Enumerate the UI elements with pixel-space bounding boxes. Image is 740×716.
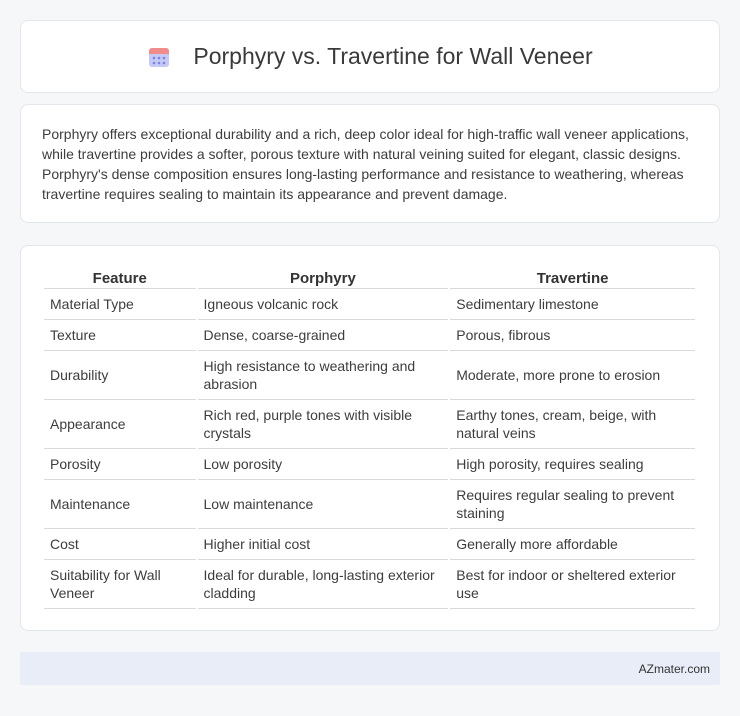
- travertine-cell: High porosity, requires sealing: [450, 449, 695, 480]
- travertine-cell: Generally more affordable: [450, 529, 695, 560]
- porphyry-cell: Low maintenance: [198, 480, 449, 529]
- porphyry-cell: Rich red, purple tones with visible crystals: [198, 400, 449, 449]
- porphyry-cell: Igneous volcanic rock: [198, 289, 449, 320]
- porphyry-cell: High resistance to weathering and abrasion: [198, 351, 449, 400]
- footer-brand: AZmater.com: [638, 661, 710, 676]
- header-travertine: Travertine: [450, 267, 695, 289]
- porphyry-cell: Higher initial cost: [198, 529, 449, 560]
- title-card: [20, 20, 720, 93]
- travertine-cell: Requires regular sealing to prevent staining: [450, 480, 695, 529]
- feature-cell: Appearance: [44, 400, 196, 449]
- travertine-cell: Moderate, more prone to erosion: [450, 351, 695, 400]
- feature-cell: Durability: [44, 351, 196, 400]
- travertine-cell: Porous, fibrous: [450, 320, 695, 351]
- comparison-table-card: [20, 245, 720, 631]
- travertine-cell: Earthy tones, cream, beige, with natural veins: [450, 400, 695, 449]
- comparison-table: [42, 267, 697, 609]
- table-row: [44, 351, 695, 400]
- header-feature: Feature: [44, 267, 196, 289]
- table-row: [44, 529, 695, 560]
- travertine-cell: Best for indoor or sheltered exterior use: [450, 560, 695, 609]
- porphyry-cell: Ideal for durable, long-lasting exterior cladding: [198, 560, 449, 609]
- table-row: [44, 449, 695, 480]
- summary-text: Porphyry offers exceptional durability and a rich, deep color ideal for high-traffic wall veneer applications, while travertine provides a softer, porous texture with natural veining suited for elegant, classic designs. Porphyry's dense composition ensures long-lasting performance and resistance to weathering, whereas travertine requires sealing to maintain its appearance and prevent damage.: [42, 126, 689, 202]
- feature-cell: Material Type: [44, 289, 196, 320]
- porphyry-cell: Low porosity: [198, 449, 449, 480]
- table-row: [44, 400, 695, 449]
- table-row: [44, 320, 695, 351]
- table-row: [44, 289, 695, 320]
- feature-cell: Porosity: [44, 449, 196, 480]
- calendar-icon: [147, 45, 171, 69]
- table-row: [44, 560, 695, 609]
- feature-cell: Cost: [44, 529, 196, 560]
- porphyry-cell: Dense, coarse-grained: [198, 320, 449, 351]
- feature-cell: Suitability for Wall Veneer: [44, 560, 196, 609]
- table-row: [44, 480, 695, 529]
- header-porphyry: Porphyry: [198, 267, 449, 289]
- feature-cell: Maintenance: [44, 480, 196, 529]
- summary-card: [20, 104, 720, 223]
- footer-bar: [20, 652, 720, 685]
- travertine-cell: Sedimentary limestone: [450, 289, 695, 320]
- feature-cell: Texture: [44, 320, 196, 351]
- page-title: Porphyry vs. Travertine for Wall Veneer: [193, 43, 593, 69]
- table-header-row: [44, 267, 695, 289]
